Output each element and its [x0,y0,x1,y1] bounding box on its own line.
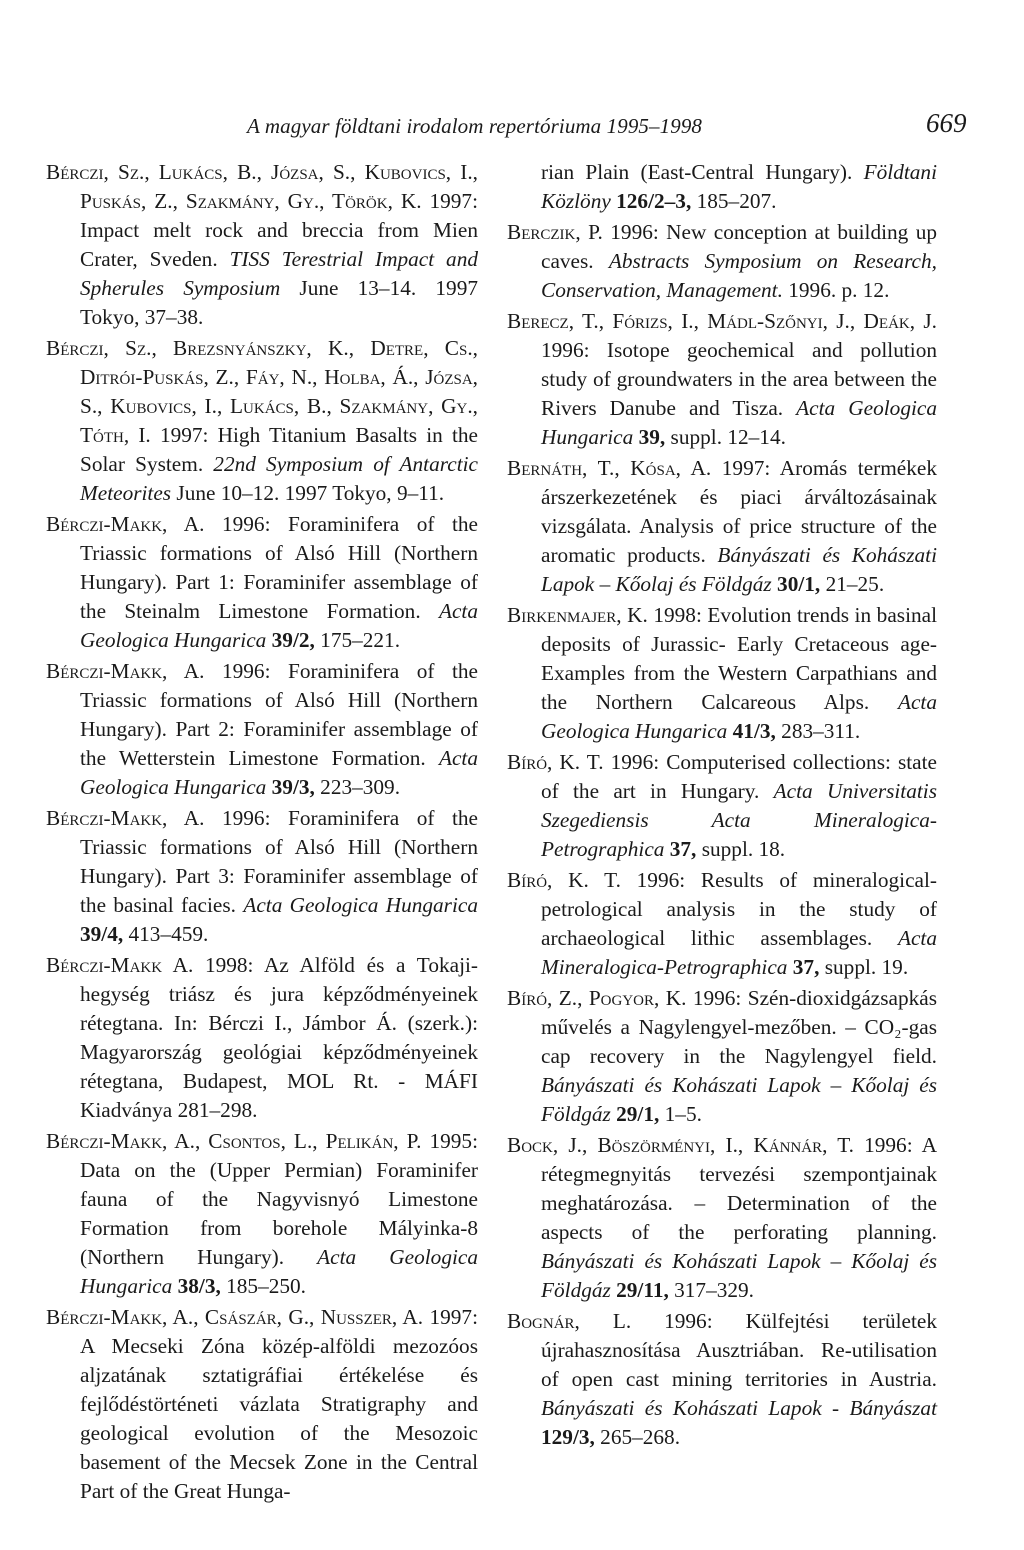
entry-pages: 223–309. [314,775,401,799]
entry-source: 22nd Symposium of Antarctic Meteorites [80,452,478,505]
entry-authors: Bérczi, Sz., Lukács, B., Józsa, S., Kubovics, I., Puskás, Z., Szakmány, Gy., Török, K. [46,160,478,213]
entry-pages: 21–25. [820,572,885,596]
entry-text: 1996: Foraminifera of the Triassic formations of Alsó Hill (Northern Hungary). Part 1: Foraminifer assemblage of the Steinalm Limestone Formation. [80,512,478,623]
bibliography-entry [507,1131,937,1305]
bibliography-entry [46,1303,478,1506]
entry-volume: 39/2, [266,628,315,652]
entry-authors: Bérczi-Makk A. [46,953,194,977]
page-number: 669 [926,108,967,138]
bibliography-entry [46,1127,478,1301]
entry-authors: Bíró, Z., Pogyor, K. [507,986,687,1010]
entry-authors: Bock, J., Böszörményi, I., Kánnár, T. [507,1133,854,1157]
entry-authors: Bíró, K. T. [507,750,604,774]
bibliography-entry [507,307,937,452]
bibliography-entry [46,804,478,949]
entry-text: 1996: A rétegmegnyitás tervezési szempontjainak meghatározása. – Determination of the aspects of the perforating planning. [541,1133,937,1244]
entry-volume: 39/3, [266,775,315,799]
entry-authors: Bíró, K. T. [507,868,621,892]
entry-authors: Bérczi-Makk, A., Császár, G., Nusszer, A. [46,1305,424,1329]
entry-volume: 39/4, [80,922,124,946]
continued-entry [507,158,937,216]
entry-source: Acta Mineralogica-Petrographica [541,926,937,979]
entry-text: 1996: New conception at building up caves. [541,220,938,273]
entry-text: 1996: Szén-dioxidgázsapkás művelés a Nagylengyel-mezőben. – CO₂-gas cap recovery in the Nagylengyel field. [541,986,937,1068]
entry-source: TISS Terestrial Impact and Spherules Symposium [80,247,478,300]
entry-pages: June 13–14. 1997 Tokyo, 37–38. [80,276,478,329]
entry-source: Acta Geologica Hungarica [80,599,478,652]
entry-pages: 185–207. [691,189,777,213]
entry-authors: Bérczi, Sz., Brezsnyánszky, K., Detre, Cs., Ditrói-Puskás, Z., Fáy, N., Holba, Á., Józsa, S., Kubovics, I., Lukács, B., Szakmány, Gy., Tóth, I. [46,336,478,447]
entry-volume: 41/3, [727,719,776,743]
entry-authors: Bérczi-Makk, A. [46,512,205,536]
running-header [0,108,1024,148]
entry-text: 1996: Foraminifera of the Triassic formations of Alsó Hill (Northern Hungary). Part 3: Foraminifer assemblage of the basinal facies. [80,806,478,917]
entry-text: 1997: A Mecseki Zóna közép-alföldi mezozóos aljzatának sztatigráfiai értékelése és fejlődéstörténeti vázlata Stratigraphy and geological evolution of the Mesozoic basement of the Mecsek Zone in the Central Part of the Great Hunga- [80,1305,478,1503]
bibliography-entry [507,866,937,982]
bibliography-entry [507,1307,937,1452]
entry-pages: suppl. 12–14. [665,425,786,449]
entry-pages: 175–221. [314,628,401,652]
bibliography-entry [46,951,478,1125]
entry-pages: 283–311. [775,719,861,743]
entry-authors: Bernáth, T., Kósa, A. [507,456,712,480]
entry-pages: 1996. p. 12. [782,278,890,302]
entry-volume: 29/1, [610,1102,660,1126]
entry-pages: 1–5. [659,1102,702,1126]
entry-volume: 129/3, [541,1425,595,1449]
entry-pages: 265–268. [594,1425,681,1449]
entry-pages: 413–459. [123,922,209,946]
entry-text: 1996: Foraminifera of the Triassic formations of Alsó Hill (Northern Hungary). Part 2: Foraminifer assemblage of the Wetterstein Limestone Formation. [80,659,478,770]
entry-authors: Berecz, T., Fórizs, I., Mádl-Szőnyi, J., Deák, J. [507,309,937,333]
entry-authors: Birkenmajer, K. [507,603,648,627]
entry-authors: Bognár, L. [507,1309,632,1333]
entry-text: 1997: Aromás termékek árszerkezetének és piaci árváltozásainak vizsgálata. Analysis of price structure of the aromatic products. [541,456,938,567]
entry-source: Acta Geologica Hungarica [541,690,937,743]
bibliography-entry [507,601,937,746]
entry-source: Abstracts Symposium on Research, Conservation, Management. [541,249,937,302]
entry-authors: Bérczi-Makk, A. [46,659,205,683]
bibliography-entry [46,657,478,802]
entry-pages: June 10–12. 1997 Tokyo, 9–11. [171,481,445,505]
entry-authors: Bérczi-Makk, A. [46,806,205,830]
entry-source: Bányászati és Kohászati Lapok - Bányászat [541,1396,937,1420]
entry-volume: 37, [664,837,697,861]
entry-text: 1996: Results of mineralogical-petrological analysis in the study of archaeological lithic assemblages. [541,868,937,950]
bibliography-entry [46,510,478,655]
entry-pages: 317–329. [668,1278,754,1302]
entry-text: 1998: Az Alföld és a Tokaji-hegység triász és jura képződményeinek rétegtana. In: Bérczi I., Jámbor Á. (szerk.): Magyarország geológiai képződményeinek rétegtana, Budapest, MOL Rt. - MÁFI Kiadványa 281–298. [80,953,478,1122]
left-column [46,158,478,1508]
entry-text: 1996: Computerised collections: state of the art in Hungary. [541,750,937,803]
bibliography-entry [507,218,937,305]
entry-text: 1997: High Titanium Basalts in the Solar System. [80,423,478,476]
entry-volume: 39, [633,425,666,449]
right-column [507,158,937,1454]
entry-text: 1996: Külfejtési területek újrahasznosítása Ausztriában. Re-utilisation of open cast mining territories in Austria. [541,1309,937,1391]
entry-volume: 38/3, [172,1274,221,1298]
entry-volume: 30/1, [771,572,821,596]
entry-authors: Bérczi-Makk, A., Csontos, L., Pelikán, P. [46,1129,422,1153]
bibliography-entry [507,984,937,1129]
entry-pages: suppl. 19. [819,955,909,979]
entry-pages: suppl. 18. [696,837,786,861]
entry-text: 1995: Data on the (Upper Permian) Foraminifer fauna of the Nagyvisnyó Limestone Formation from borehole Mályinka-8 (Northern Hungary). [80,1129,478,1269]
bibliography-entry [46,334,478,508]
entry-volume: 29/11, [610,1278,669,1302]
entry-source: Bányászati és Kohászati Lapok – Kőolaj és Földgáz [541,1249,937,1302]
bibliography-entry [507,748,937,864]
entry-pages: 185–250. [220,1274,306,1298]
entry-volume: 37, [787,955,820,979]
entry-source: Acta Geologica Hungarica [243,893,478,917]
bibliography-entry [507,454,937,599]
entry-source: Földtani Közlöny [541,160,937,213]
entry-volume: 126/2–3, [610,189,692,213]
entry-source: Acta Geologica Hungarica [80,746,478,799]
entry-text: 1997: Impact melt rock and breccia from Mien Crater, Sveden. [80,189,478,271]
entry-source: Bányászati és Kohászati Lapok – Kőolaj és Földgáz [541,543,937,596]
entry-source: Acta Universitatis Szegediensis Acta Mineralogica-Petrographica [541,779,937,861]
entry-source: Acta Geologica Hungarica [80,1245,478,1298]
entry-source: Acta Geologica Hungarica [541,396,937,449]
bibliography-entry [46,158,478,332]
entry-authors: Berczik, P. [507,220,603,244]
running-title: A magyar földtani irodalom repertóriuma 1995–1998 [247,114,703,138]
entry-text: 1996: Isotope geochemical and pollution study of groundwaters in the area between the Rivers Danube and Tisza. [541,338,937,420]
entry-text: rian Plain (East-Central Hungary). [541,160,864,184]
entry-text: 1998: Evolution trends in basinal deposits of Jurassic- Early Cretaceous age- Examples from the Western Carpathians and the Northern Calcareous Alps. [541,603,937,714]
entry-source: Bányászati és Kohászati Lapok – Kőolaj és Földgáz [541,1073,937,1126]
